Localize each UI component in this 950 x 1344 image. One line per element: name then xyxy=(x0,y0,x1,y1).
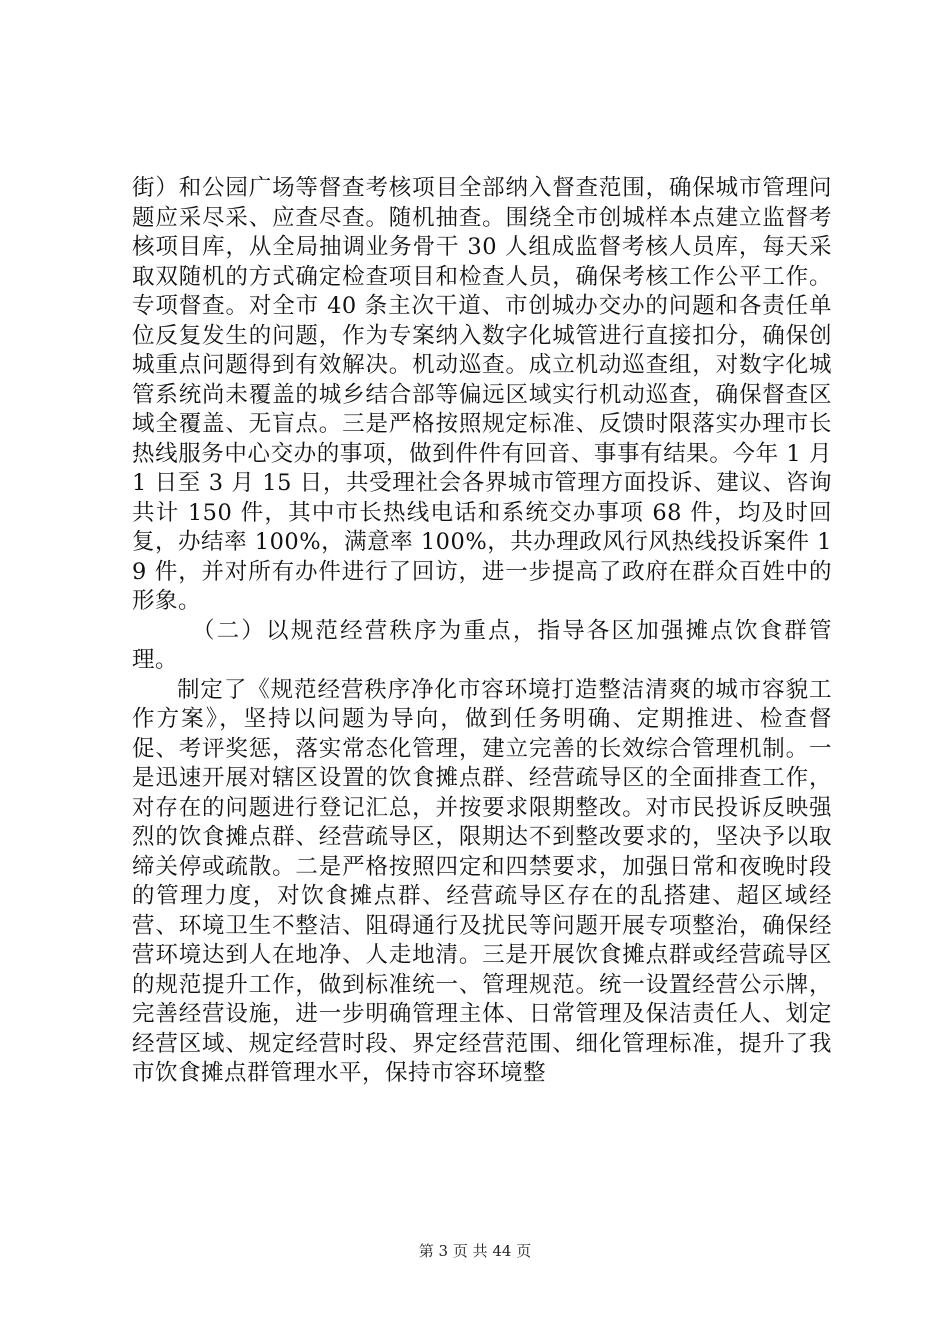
paragraph-body: 制定了《规范经营秩序净化市容环境打造整洁清爽的城市容貌工作方案》，坚持以问题为导向，做到任务明确、定期推进、检查督促、考评奖惩，落实常态化管理，建立完善的长效综合管理机制。一是迅速开展对辖区设置的饮食摊点群、经营疏导区的全面排查工作，对存在的问题进行登记汇总，并按要求限期整改。对市民投诉反映强烈的饮食摊点群、经营疏导区，限期达不到整改要求的，坚决予以取缔关停或疏散。二是严格按照四定和四禁要求，加强日常和夜晚时段的管理力度，对饮食摊点群、经营疏导区存在的乱搭建、超区域经营、环境卫生不整洁、阻碍通行及扰民等问题开展专项整治，确保经营环境达到人在地净、人走地清。三是开展饮食摊点群或经营疏导区的规范提升工作，做到标准统一、管理规范。统一设置经营公示牌，完善经营设施，进一步明确管理主体、日常管理及保洁责任人、划定经营区域、规定经营时段、界定经营范围、细化管理标准，提升了我市饮食摊点群管理水平，保持市容环境整 xyxy=(132,676,832,1086)
section-heading: （二）以规范经营秩序为重点，指导各区加强摊点饮食群管理。 xyxy=(132,617,832,673)
document-body xyxy=(132,174,832,1089)
paragraph-continued: 街）和公园广场等督查考核项目全部纳入督查范围，确保城市管理问题应采尽采、应查尽查。随机抽查。围绕全市创城样本点建立监督考核项目库，从全局抽调业务骨干 30 人组成监督考核人员库，每天采取双随机的方式确定检查项目和检查人员，确保考核工作公平工作。专项督查。对全市 40 条主次干道、市创城办交办的问题和各责任单位反复发生的问题，作为专案纳入数字化城管进行直接扣分，确保创城重点问题得到有效解决。机动巡查。成立机动巡查组，对数字化城管系统尚未覆盖的城乡结合部等偏远区域实行机动巡查，确保督查区域全覆盖、无盲点。三是严格按照规定标准、反馈时限落实办理市长热线服务中心交办的事项，做到件件有回音、事事有结果。今年 1 月 1 日至 3 月 15 日，共受理社会各界城市管理方面投诉、建议、咨询共计 150 件，其中市长热线电话和系统交办事项 68 件，均及时回复，办结率 100%，满意率 100%，共办理政风行风热线投诉案件 19 件，并对所有办件进行了回访，进一步提高了政府在群众百姓中的形象。 xyxy=(132,175,832,614)
page-number-footer: 第 3 页 共 44 页 xyxy=(418,1242,532,1260)
